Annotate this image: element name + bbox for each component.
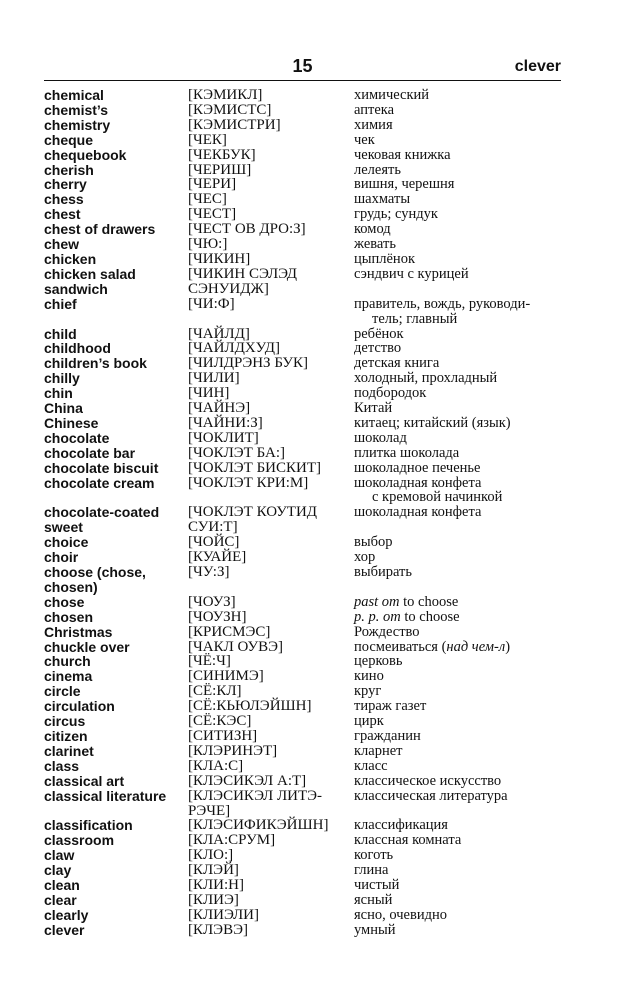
headword: chose [44, 593, 85, 610]
definition-text: шоколадная конфета [354, 504, 482, 521]
definition [354, 833, 564, 848]
definition [354, 923, 564, 938]
definition-text: классная комната [354, 832, 462, 849]
definition-text: коготь [354, 847, 394, 864]
definition-text: комод [354, 221, 391, 238]
dictionary-entry [44, 714, 564, 729]
transcription: [ЧИЛИ] [188, 370, 240, 387]
dictionary-entry [44, 669, 564, 684]
definition-continuation: с кремовой начинкой [372, 489, 503, 506]
definition [354, 386, 564, 401]
definition-text: шоколад [354, 429, 407, 446]
definition-text: посмеиваться ( [354, 638, 447, 655]
dictionary-entry [44, 327, 564, 342]
transcription: [КРИСМЭС] [188, 623, 271, 640]
definition [354, 431, 564, 446]
dictionary-entry [44, 177, 564, 192]
definition [354, 729, 564, 744]
headword: circle [44, 683, 81, 700]
definition [354, 327, 564, 342]
dictionary-entry [44, 401, 564, 416]
definition [354, 640, 564, 655]
dictionary-entry [44, 863, 564, 878]
definition [354, 625, 564, 640]
dictionary-entry [44, 535, 564, 550]
transcription: [ЧАЙНИ:З] [188, 414, 263, 431]
definition-text: умный [354, 921, 396, 938]
definition [354, 789, 564, 804]
definition-text: Рождество [354, 623, 420, 640]
headword: circulation [44, 698, 115, 715]
dictionary-entry [44, 893, 564, 908]
definition [354, 669, 564, 684]
definition-text: церковь [354, 653, 403, 670]
definition-text: плитка шоколада [354, 444, 460, 461]
transcription: [КЛЭСИКЭЛ А:Т] [188, 772, 307, 789]
transcription: [ЧАЙЛДХУД] [188, 340, 280, 357]
dictionary-entry [44, 684, 564, 699]
definition [354, 222, 564, 237]
headword: chicken salad sandwich [44, 265, 136, 297]
headword: chemical [44, 87, 104, 103]
dictionary-entry [44, 118, 564, 133]
definition-text: чек [354, 131, 375, 148]
definition [354, 267, 564, 282]
transcription: [КЛЭРИНЭТ] [188, 742, 278, 759]
transcription: [ЧОКЛЭТ КРИ:М] [188, 474, 309, 491]
headword: clean [44, 877, 80, 894]
definition-text: жевать [354, 236, 396, 253]
headword: chocolate cream [44, 474, 155, 491]
definition-text: цирк [354, 713, 384, 730]
definition-text: подбородок [354, 385, 427, 402]
definition-text-end: ) [505, 638, 511, 655]
definition-text: to choose [400, 608, 460, 625]
dictionary-entry [44, 505, 564, 535]
transcription: [СЁ:КЬЮЛЭЙШН] [188, 698, 312, 715]
headword: chess [44, 191, 84, 208]
transcription: [ЧОКЛЭТ КОУТИД СУИ:Т] [188, 504, 318, 536]
definition [354, 356, 564, 371]
headword: cinema [44, 668, 93, 685]
headword: chemistry [44, 116, 111, 133]
transcription: [ЧАЙНЭ] [188, 400, 251, 417]
transcription: [КЛЭСИКЭЛ ЛИТЭ- РЭЧЕ] [188, 787, 323, 819]
headword: chicken [44, 250, 97, 267]
transcription: [СИТИЗН] [188, 727, 258, 744]
definition [354, 565, 564, 580]
transcription: [ЧЁ:Ч] [188, 653, 231, 670]
transcription: [ЧИЛДРЭНЗ БУК] [188, 355, 309, 372]
headword: clever [44, 921, 85, 938]
definition-text: тираж газет [354, 698, 427, 715]
definition-text: вишня, черешня [354, 176, 455, 193]
definition [354, 148, 564, 163]
definition [354, 848, 564, 863]
dictionary-entry [44, 133, 564, 148]
transcription: [ЧЮ:] [188, 236, 228, 253]
dictionary-entry [44, 923, 564, 938]
headword: clarinet [44, 742, 94, 759]
dictionary-entry [44, 640, 564, 655]
transcription: [КЛИ:Н] [188, 877, 245, 894]
dictionary-entry [44, 476, 564, 506]
definition-text: гражданин [354, 727, 421, 744]
headword: chocolate biscuit [44, 459, 159, 476]
transcription: [ЧОКЛЭТ БИСКИТ] [188, 459, 322, 476]
definition [354, 610, 564, 625]
definition-text: китаец; китайский (язык) [354, 414, 511, 431]
headword: cherry [44, 176, 87, 193]
headword: chocolate [44, 429, 110, 446]
page-header [44, 56, 561, 78]
definition-continuation: тель; главный [372, 310, 458, 327]
dictionary-entry [44, 416, 564, 431]
dictionary-entry [44, 192, 564, 207]
dictionary-entry [44, 550, 564, 565]
dictionary-entry [44, 848, 564, 863]
dictionary-entry [44, 818, 564, 833]
transcription: [ЧИ:Ф] [188, 295, 235, 312]
headword: claw [44, 847, 75, 864]
definition [354, 878, 564, 893]
transcription: [ЧЕРИ] [188, 176, 237, 193]
definition [354, 446, 564, 461]
definition [354, 863, 564, 878]
headword: class [44, 757, 80, 774]
dictionary-entry [44, 237, 564, 252]
headword: chew [44, 236, 80, 253]
dictionary-entry [44, 595, 564, 610]
transcription: [ЧЕСТ ОВ ДРО:З] [188, 221, 306, 238]
dictionary-entry [44, 654, 564, 669]
dictionary-entry [44, 222, 564, 237]
headword: Christmas [44, 623, 113, 640]
dictionary-entry [44, 103, 564, 118]
transcription: [ЧОУЗН] [188, 608, 247, 625]
definition-text: лелеять [354, 161, 401, 178]
transcription: [ЧОУЗ] [188, 593, 236, 610]
dictionary-entry [44, 252, 564, 267]
definition-text: ребёнок [354, 325, 404, 342]
transcription: [КЛЭЙ] [188, 862, 239, 879]
definition-text: классическая литература [354, 787, 508, 804]
headword: church [44, 653, 91, 670]
transcription: [ЧИН] [188, 385, 230, 402]
definition-text: Китай [354, 400, 393, 417]
dictionary-entry [44, 729, 564, 744]
dictionary-entry [44, 356, 564, 371]
headword: chest [44, 206, 81, 223]
transcription: [ЧАЙЛД] [188, 325, 250, 342]
headword: chilly [44, 370, 80, 387]
definition-text: цыплёнок [354, 250, 415, 267]
dictionary-entry [44, 610, 564, 625]
dictionary-entry [44, 163, 564, 178]
transcription: [ЧИКИН СЭЛЭД СЭНУИДЖ] [188, 265, 298, 297]
page-number: 15 [292, 56, 313, 76]
definition [354, 684, 564, 699]
dictionary-entry [44, 461, 564, 476]
transcription: [ЧЕРИШ] [188, 161, 252, 178]
grammar-note: p. p. от [354, 608, 401, 625]
transcription: [КЛЭСИФИКЭЙШН] [188, 817, 329, 834]
definition [354, 908, 564, 923]
dictionary-entry [44, 699, 564, 714]
headword: choir [44, 549, 79, 566]
dictionary-entry [44, 267, 564, 297]
definition [354, 103, 564, 118]
definition-text: шоколадное печенье [354, 459, 481, 476]
headword: classical literature [44, 787, 167, 804]
definition-text: грудь; сундук [354, 206, 438, 223]
transcription: [КЭМИСТРИ] [188, 116, 281, 133]
transcription: [КУАЙЕ] [188, 549, 247, 566]
definition [354, 654, 564, 669]
headword: chin [44, 385, 73, 402]
definition [354, 476, 564, 506]
headword: chosen [44, 608, 94, 625]
headword: chocolate bar [44, 444, 136, 461]
dictionary-entry [44, 341, 564, 356]
headword: chocolate-coated sweet [44, 504, 160, 536]
transcription: [КЛО:] [188, 847, 234, 864]
headword: classroom [44, 832, 115, 849]
headword: choose (chose, chosen) [44, 564, 146, 595]
definition-text: химия [354, 116, 393, 133]
headword: cheque [44, 131, 94, 148]
headword: choice [44, 534, 89, 551]
headword: classification [44, 817, 133, 834]
definition [354, 401, 564, 416]
definition [354, 252, 564, 267]
dictionary-entry [44, 833, 564, 848]
headword: chequebook [44, 146, 127, 163]
definition-text: класс [354, 757, 388, 774]
transcription: [ЧЕК] [188, 131, 227, 148]
headword: chest of drawers [44, 221, 156, 238]
header-rule [44, 80, 561, 81]
transcription: [ЧИКИН] [188, 250, 251, 267]
transcription: [КЛА:СРУМ] [188, 832, 276, 849]
definition [354, 207, 564, 222]
dictionary-entry [44, 759, 564, 774]
headword: classical art [44, 772, 125, 789]
definition-text: холодный, прохладный [354, 370, 498, 387]
transcription: [ЧОКЛИТ] [188, 429, 259, 446]
definition [354, 297, 564, 327]
definition-text: сэндвич с курицей [354, 265, 469, 282]
dictionary-entry [44, 207, 564, 222]
usage-note: над чем-л [446, 638, 506, 655]
definition [354, 550, 564, 565]
definition-text: детская книга [354, 355, 440, 372]
transcription: [СЁ:КЭС] [188, 713, 252, 730]
definition-text: кино [354, 668, 384, 685]
running-head: clever [514, 58, 561, 75]
dictionary-entry [44, 744, 564, 759]
dictionary-entry [44, 789, 564, 819]
headword: clear [44, 891, 77, 908]
dictionary-entry [44, 148, 564, 163]
transcription: [ЧЕСТ] [188, 206, 237, 223]
dictionary-entry [44, 774, 564, 789]
definition-text: шахматы [354, 191, 411, 208]
headword: chuckle over [44, 638, 130, 655]
headword: clearly [44, 906, 89, 923]
definition [354, 535, 564, 550]
definition-text: чистый [354, 877, 400, 894]
dictionary-entry [44, 565, 564, 595]
headword: circus [44, 713, 86, 730]
definition-text: детство [354, 340, 402, 357]
dictionary-entry [44, 297, 564, 327]
definition [354, 237, 564, 252]
dictionary-entry [44, 371, 564, 386]
definition-text: круг [354, 683, 382, 700]
transcription: [ЧУ:З] [188, 564, 230, 580]
dictionary-entry [44, 625, 564, 640]
headword: cherish [44, 161, 94, 178]
headword: Chinese [44, 414, 99, 431]
definition [354, 774, 564, 789]
definition-text: аптека [354, 101, 395, 118]
dictionary-entry [44, 878, 564, 893]
definition-text: to choose [399, 593, 459, 610]
dictionary-entries [44, 88, 564, 938]
definition-text: классификация [354, 817, 448, 834]
definition [354, 133, 564, 148]
definition [354, 461, 564, 476]
definition-text: глина [354, 862, 389, 879]
definition [354, 88, 564, 103]
headword: chief [44, 295, 77, 312]
definition-text: химический [354, 87, 430, 103]
definition-text: выбирать [354, 564, 412, 580]
definition [354, 505, 564, 520]
definition [354, 759, 564, 774]
grammar-note: past от [354, 593, 400, 610]
transcription: [ЧЕКБУК] [188, 146, 256, 163]
headword: children’s book [44, 355, 147, 372]
headword: chemist’s [44, 101, 109, 118]
definition-text: правитель, вождь, руководи- [354, 295, 531, 312]
transcription: [СЁ:КЛ] [188, 683, 242, 700]
definition [354, 341, 564, 356]
definition [354, 714, 564, 729]
transcription: [КЭМИКЛ] [188, 87, 263, 103]
transcription: [КЛИЭЛИ] [188, 906, 259, 923]
transcription: [СИНИМЭ] [188, 668, 264, 685]
definition-text: шоколадная конфета [354, 474, 482, 491]
headword: childhood [44, 340, 111, 357]
definition [354, 416, 564, 431]
transcription: [ЧОКЛЭТ БА:] [188, 444, 285, 461]
definition-text: хор [354, 549, 376, 566]
definition [354, 163, 564, 178]
definition [354, 371, 564, 386]
headword: citizen [44, 727, 88, 744]
headword: child [44, 325, 77, 342]
transcription: [КЭМИСТС] [188, 101, 272, 118]
transcription: [КЛЭВЭ] [188, 921, 248, 938]
definition-text: кларнет [354, 742, 403, 759]
definition-text: ясный [354, 891, 393, 908]
transcription: [КЛИЭ] [188, 891, 239, 908]
dictionary-entry [44, 386, 564, 401]
headword: China [44, 400, 83, 417]
dictionary-entry [44, 446, 564, 461]
transcription: [ЧАКЛ ОУВЭ] [188, 638, 284, 655]
definition-text: выбор [354, 534, 393, 551]
transcription: [ЧЕС] [188, 191, 227, 208]
definition [354, 177, 564, 192]
transcription: [КЛА:С] [188, 757, 244, 774]
definition [354, 118, 564, 133]
definition [354, 744, 564, 759]
definition-text: ясно, очевидно [354, 906, 447, 923]
definition [354, 595, 564, 610]
dictionary-entry [44, 908, 564, 923]
definition [354, 893, 564, 908]
transcription: [ЧОЙС] [188, 534, 240, 551]
definition-text: чековая книжка [354, 146, 451, 163]
definition-text: классическое искусство [354, 772, 502, 789]
definition [354, 192, 564, 207]
definition [354, 818, 564, 833]
dictionary-entry [44, 431, 564, 446]
definition [354, 699, 564, 714]
headword: clay [44, 862, 72, 879]
dictionary-entry [44, 88, 564, 103]
